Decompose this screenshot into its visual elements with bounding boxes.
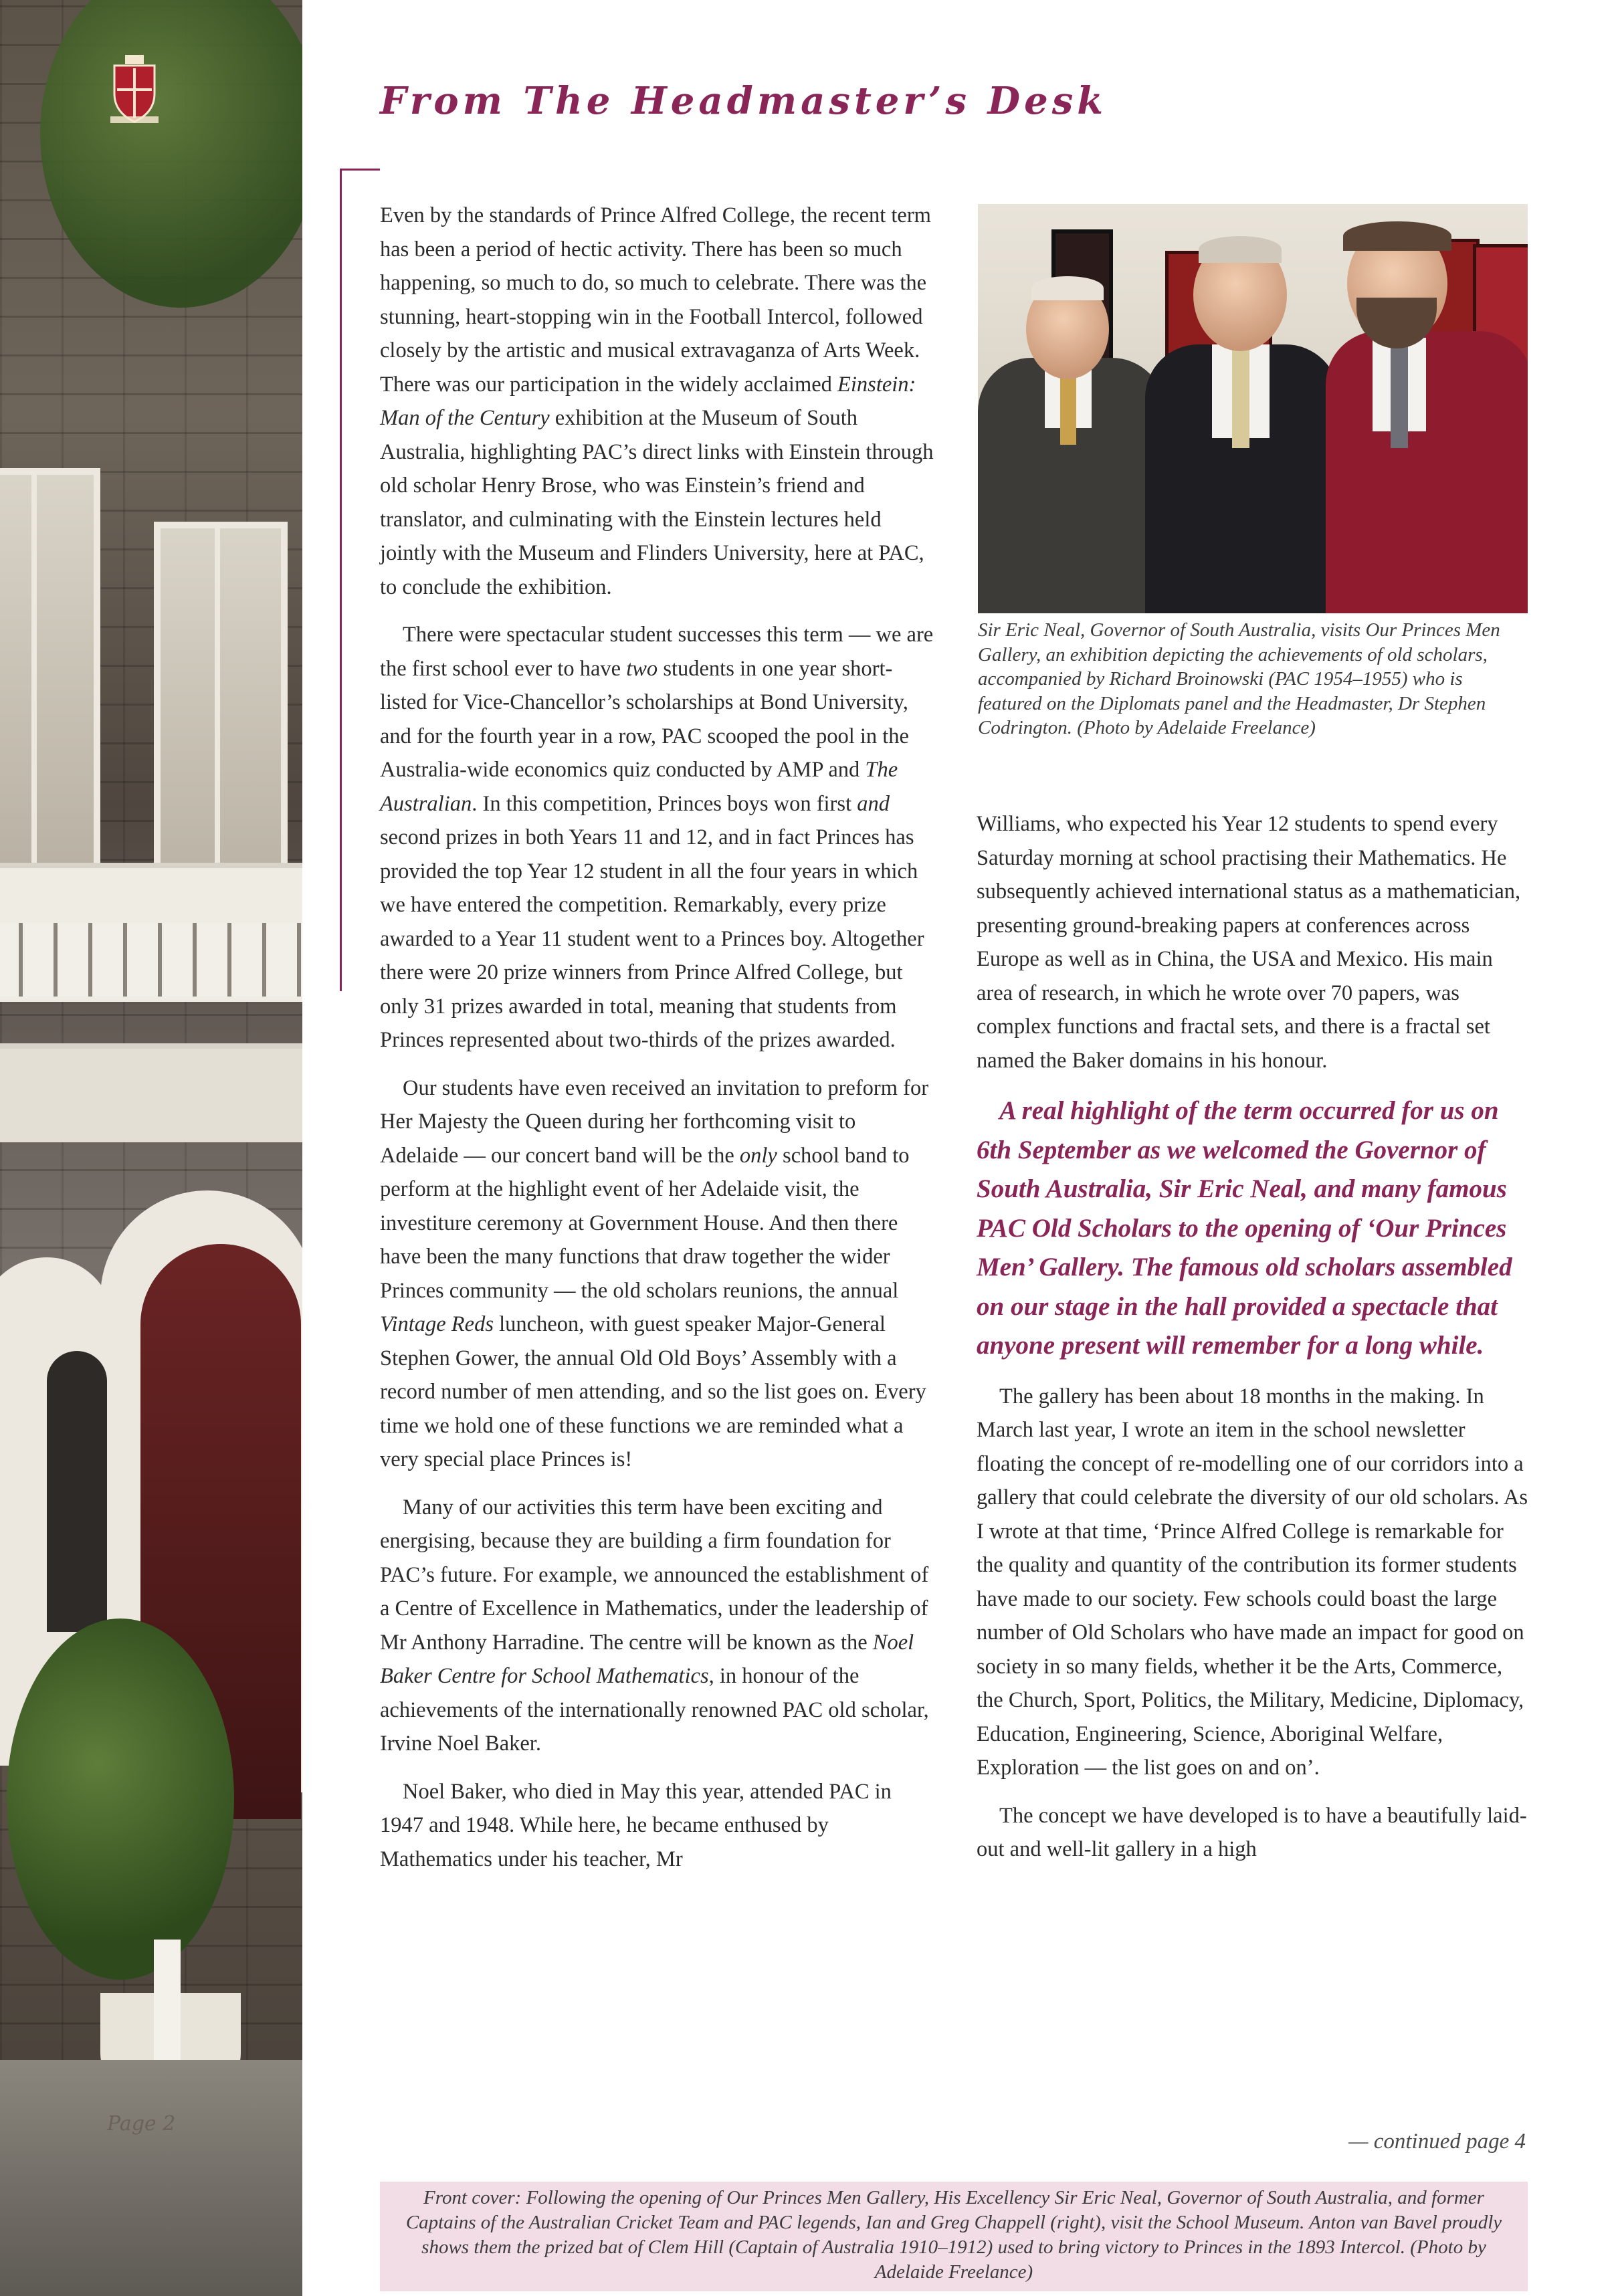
paragraph: Our students have even received an invitation to preform for Her Majesty the Queen during her forthcoming visit to Adelaide — our concert band will be the only school band to perform at the highlight event of her Adelaide visit, the investiture ceremony at Government House. And then there have been the many functions that draw together the wider Princes community — the old scholars reunions, the annual Vintage Reds luncheon, with guest speaker Major-General Stephen Gower, the annual Old Old Boys’ Assembly with a record number of men attending, and so the list goes on. Every time we hold one of these functions we are reminded what a very special place Princes is!: [380, 1075, 929, 1471]
front-cover-note: [380, 2182, 1528, 2291]
article-right-column: [977, 807, 1532, 1881]
school-crest-icon: [110, 52, 159, 126]
paragraph: Noel Baker, who died in May this year, attended PAC in 1947 and 1948. While here, he became enthused by Mathematics under his teacher, Mr: [380, 1779, 892, 1871]
corner-rule: [340, 169, 380, 171]
photo-caption: Sir Eric Neal, Governor of South Australia, visits Our Princes Men Gallery, an exhibition depicting the achievements of old scholars, accompanied by Richard Broinowski (PAC 1954–1955) who is featured on the Diplomats panel and the Headmaster, Dr Stephen Codrington. (Photo by Adelaide Freelance): [978, 619, 1500, 738]
paragraph: The concept we have developed is to have a beautifully laid-out and well-lit gallery in a high: [977, 1803, 1527, 1861]
building-photo: [0, 0, 302, 2296]
page-number: Page 2: [107, 2112, 176, 2135]
paragraph: Even by the standards of Prince Alfred College, the recent term has been a period of hectic activity. There has been so much happening, so much to do, so much to celebrate. There was the stunning, heart-stopping win in the Football Intercol, followed closely by the artistic and musical extravaganza of Arts Week. There was our participation in the widely acclaimed Einstein: Man of the Century exhibition at the Museum of South Australia, highlighting PAC’s direct links with Einstein through old scholar Henry Brose, who was Einstein’s friend and translator, and culminating with the Einstein lectures held jointly with the Museum and Flinders University, here at PAC, to conclude the exhibition.: [380, 203, 934, 599]
pull-quote: A real highlight of the term occurred for us on 6th September as we welcomed the Governor of South Australia, Sir Eric Neal, and many famous PAC Old Scholars to the opening of ‘Our Princes Men’ Gallery. The famous old scholars assembled on our stage in the hall provided a spectacle that anyone present will remember for a long while.: [977, 1096, 1512, 1360]
paragraph: Many of our activities this term have been exciting and energising, because they are building a firm foundation for PAC’s future. For example, we announced the establishment of a Centre of Excellence in Mathematics, under the leadership of Mr Anthony Harradine. The centre will be known as the Noel Baker Centre for School Mathematics, in honour of the achievements of the internationally renowned PAC old scholar, Irvine Noel Baker.: [380, 1495, 929, 1756]
article-left-column: [380, 199, 935, 1890]
page-title: From The Headmaster’s Desk: [380, 79, 1108, 123]
paragraph: Williams, who expected his Year 12 students to spend every Saturday morning at school practising their Mathematics. He subsequently achieved international status as a mathematician, presenting ground-breaking papers at conferences across Europe as well as in China, the USA and Mexico. His main area of research, in which he wrote over 70 papers, was complex functions and fractal sets, and there is a fractal set named the Baker domains in his honour.: [977, 812, 1521, 1073]
front-cover-caption: Front cover: Following the opening of Our Princes Men Gallery, His Excellency Sir Eric Neal, Governor of South Australia, and former Captains of the Australian Cricket Team and PAC legends, Ian and Greg Chappell (right), visit the School Museum. Anton van Bavel proudly shows them the prized bat of Clem Hill (Captain of Australia 1910–1912) used to bring victory to Princes in the 1893 Intercol. (Photo by Adelaide Freelance): [405, 2187, 1502, 2283]
gallery-photo: [978, 204, 1528, 613]
corner-rule-vertical: [340, 169, 342, 991]
paragraph: There were spectacular student successes this term — we are the first school ever to have two students in one year short-listed for Vice-Chancellor’s scholarships at Bond University, and for the fourth year in a row, PAC scooped the pool in the Australia-wide economics quiz conducted by AMP and The Australian. In this competition, Princes boys won first and second prizes in both Years 11 and 12, and in fact Princes has provided the top Year 12 student in all the four years in which we have entered the competition. Remarkably, every prize awarded to a Year 11 student went to a Princes boy. Altogether there were 20 prize winners from Prince Alfred College, but only 31 prizes awarded in total, meaning that students from Princes represented about two-thirds of the prizes awarded.: [380, 623, 934, 1052]
paragraph: The gallery has been about 18 months in the making. In March last year, I wrote an item in the school newsletter floating the concept of re-modelling one of our corridors into a gallery that could celebrate the diversity of our old scholars. As I wrote at that time, ‘Prince Alfred College is remarkable for the quality and quantity of the contribution its former students have made to our society. Few schools could boast the large number of Old Scholars who have made an impact for good on society in so many fields, whether it be the Arts, Commerce, the Church, Sport, Politics, the Military, Medicine, Diplomacy, Education, Engineering, Science, Aboriginal Welfare, Exploration — the list goes on and on’.: [977, 1384, 1528, 1780]
continued-note: — continued page 4: [1348, 2129, 1526, 2154]
